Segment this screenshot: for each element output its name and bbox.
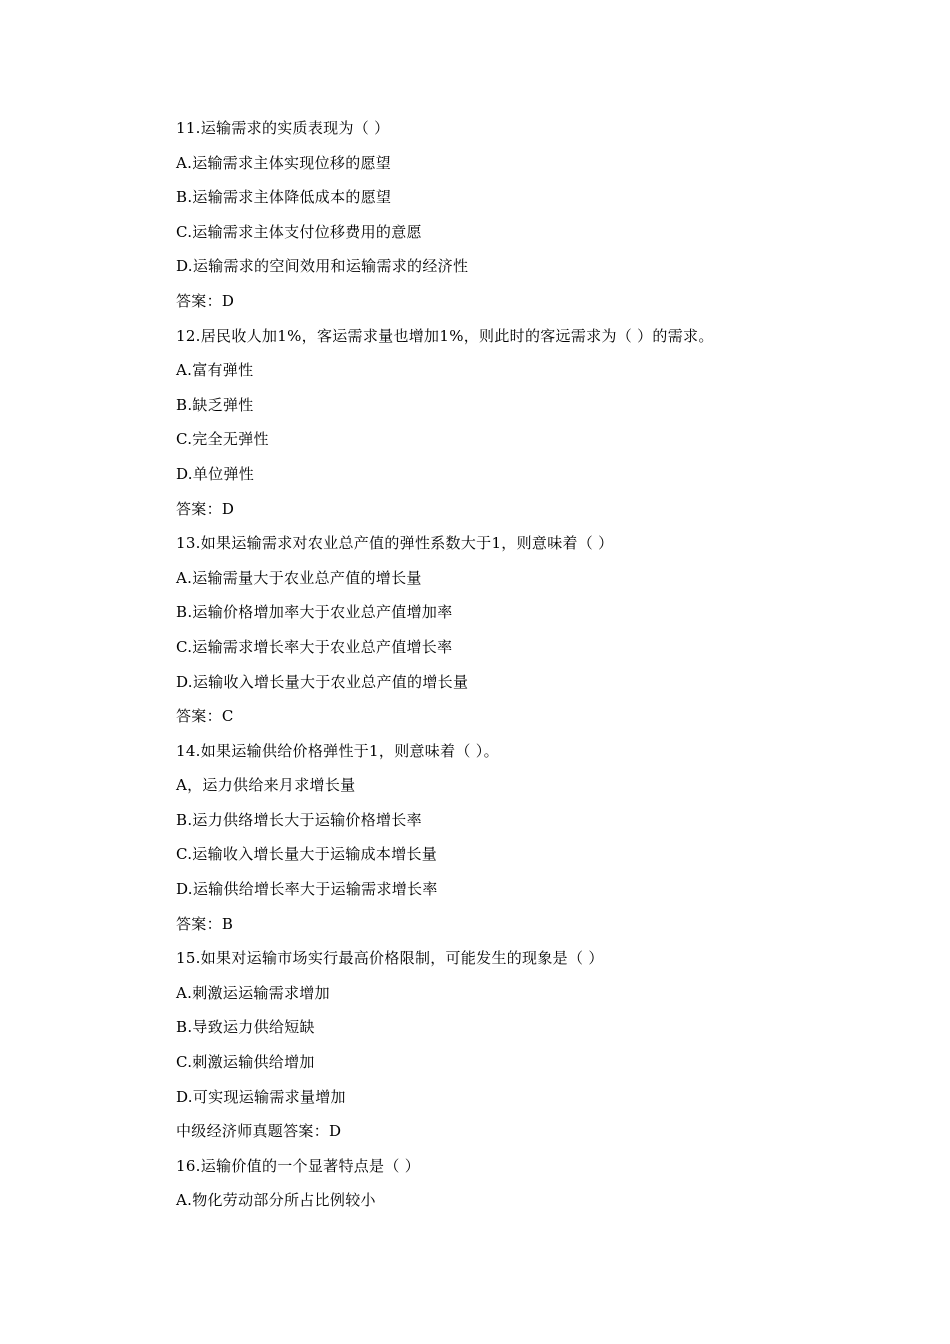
question-12-option-c: C.完全无弹性 bbox=[176, 430, 269, 449]
question-13-option-a: A.运输需量大于农业总产值的增长量 bbox=[176, 568, 422, 587]
question-13-option-d: D.运输收入增长量大于农业总产值的增长量 bbox=[176, 672, 469, 691]
question-14-option-d: D.运输供给增长率大于运输需求增长率 bbox=[176, 880, 438, 899]
question-14-option-a: A，运力供给来月求增长量 bbox=[176, 776, 356, 795]
question-11-option-c: C.运输需求主体支付位移费用的意愿 bbox=[176, 222, 422, 241]
question-13-stem: 13.如果运输需求对农业总产值的弹性系数大于1，则意味着（ ） bbox=[176, 534, 614, 553]
question-11-option-d: D.运输需求的空间效用和运输需求的经济性 bbox=[176, 257, 469, 276]
question-15-stem: 15.如果对运输市场实行最高价格限制，可能发生的现象是（ ） bbox=[176, 949, 604, 968]
question-12-option-d: D.单位弹性 bbox=[176, 464, 255, 483]
question-11-option-a: A.运输需求主体实现位移的愿望 bbox=[176, 153, 392, 172]
question-12-option-b: B.缺乏弹性 bbox=[176, 395, 254, 414]
question-13-answer: 答案：C bbox=[176, 707, 234, 726]
question-12-option-a: A.富有弹性 bbox=[176, 361, 254, 380]
question-14-option-c: C.运输收入增长量大于运输成本增长量 bbox=[176, 845, 438, 864]
question-11-stem: 11.运输需求的实质表现为（ ） bbox=[176, 119, 390, 137]
question-11-answer: 答案：D bbox=[176, 291, 235, 310]
question-15-answer: 中级经济师真题答案：D bbox=[176, 1122, 342, 1141]
question-15-option-b: B.导致运力供给短缺 bbox=[176, 1018, 315, 1037]
question-14-stem: 14.如果运输供给价格弹性于1，则意味着（ ）。 bbox=[176, 741, 499, 760]
question-list bbox=[176, 118, 916, 1225]
question-15-option-a: A.刺激运运输需求增加 bbox=[176, 983, 330, 1002]
question-12-answer: 答案：D bbox=[176, 499, 235, 518]
question-15-option-c: C.刺激运输供给增加 bbox=[176, 1053, 315, 1072]
question-13-option-c: C.运输需求增长率大于农业总产值增长率 bbox=[176, 637, 453, 656]
question-15-option-d: D.可实现运输需求量增加 bbox=[176, 1087, 346, 1106]
question-13-option-b: B.运输价格增加率大于农业总产值增加率 bbox=[176, 603, 453, 622]
question-12-stem: 12.居民收人加1%，客运需求量也增加1%，则此时的客远需求为（ ）的需求。 bbox=[176, 326, 714, 345]
question-14-option-b: B.运力供络增长大于运输价格增长率 bbox=[176, 810, 422, 829]
question-11-option-b: B.运输需求主体降低成本的愿望 bbox=[176, 188, 392, 207]
question-16-stem: 16.运输价值的一个显著特点是（ ） bbox=[176, 1156, 421, 1175]
question-14-answer: 答案：B bbox=[176, 914, 234, 933]
question-16-option-a: A.物化劳动部分所占比例较小 bbox=[176, 1191, 376, 1210]
